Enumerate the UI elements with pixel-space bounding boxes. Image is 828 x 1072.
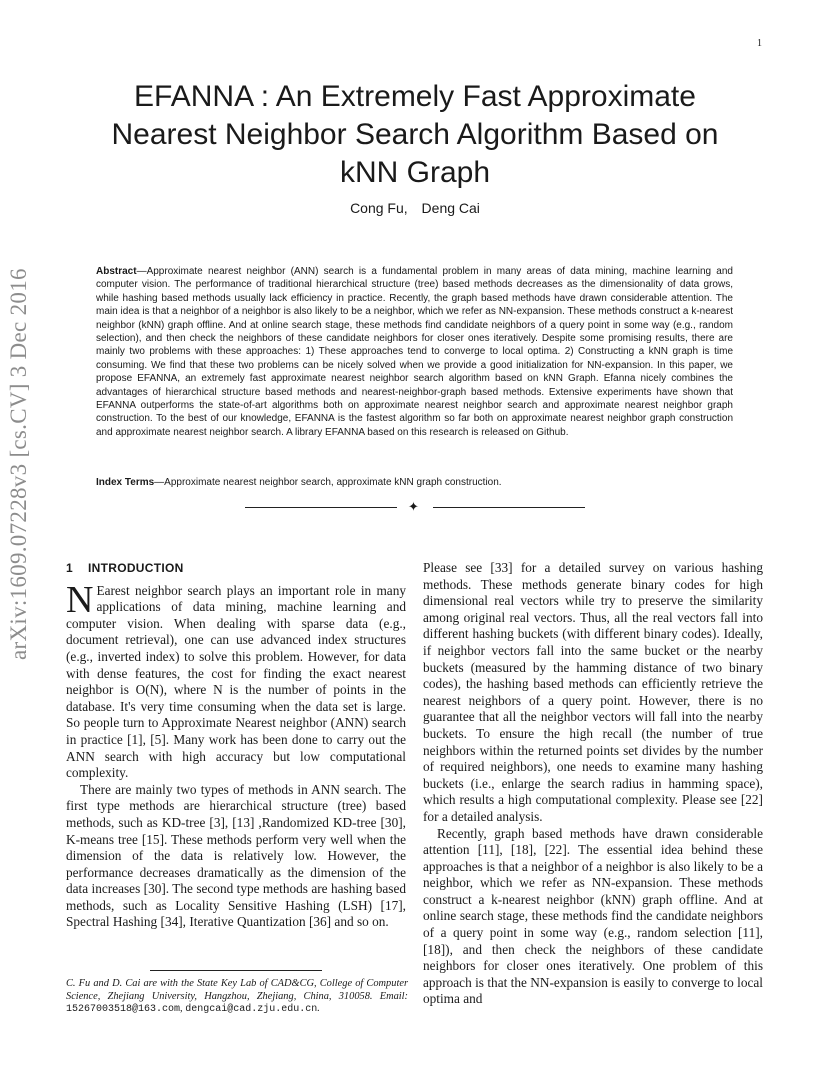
divider-line-left bbox=[245, 507, 397, 508]
abstract-text: —Approximate nearest neighbor (ANN) search is a fundamental problem in many areas of data mining, machine learning and computer vision. The performance of traditional hierarchical structure (tree) based methods decreases as the dimensionality of data grows, while hashing based methods usually lack efficiency in practice. Recently, the graph based methods have drawn considerable attention. The main idea is that a neighbor of a neighbor is also likely to be a neighbor, which we refer as NN-expansion. These methods construct a k-nearest neighbor (kNN) graph offline. And at online search stage, these methods find candidate neighbors of a query point in some way (e.g., random selection), and then check the neighbors of these candidate neighbors for closer ones iteratively. Despite some promising results, there are mainly two problems with these approaches: 1) These approaches tend to converge to local optima. 2) Constructing a kNN graph is time consuming. We find that these two problems can be nicely solved when we provide a good initialization for NN-expansion. In this paper, we propose EFANNA, an extremely fast approximate nearest neighbor search algorithm based on kNN Graph. Efanna nicely combines the advantages of hierarchical structure based methods and nearest-neighbor-graph based methods. Extensive experiments have shown that EFANNA outperforms the state-of-art algorithms both on approximate nearest neighbor search and approximate nearest neighbor graph construction. To the best of our knowledge, EFANNA is the fastest algorithm so far both on approximate nearest neighbor graph construction and approximate nearest neighbor search. A library EFANNA based on this research is released on Github. bbox=[96, 266, 733, 438]
index-terms bbox=[96, 476, 733, 489]
paragraph-text: Earest neighbor search plays an important role in many applications of data mining, machine learning and computer vision. When dealing with sparse data (e.g., document retrieval), one can use advanced index structures (e.g., inverted index) to solve this problem. However, for data with dense features, the cost for finding the exact nearest neighbor is O(N), where N is the number of points in the database. It's very time consuming when the data set is large. So people turn to Approximate Nearest neighbor (ANN) search in practice [1], [5]. Many work has been done to carry out the ANN search with high accuracy but low computational complexity. bbox=[66, 582, 406, 781]
footnote-email[interactable]: 15267003518@163.com bbox=[66, 1004, 181, 1015]
intro-paragraph-1 bbox=[66, 578, 406, 782]
title-line: EFANNA : An Extremely Fast Approximate bbox=[134, 80, 696, 113]
footnote bbox=[66, 978, 408, 1017]
author-name: Cong Fu, bbox=[350, 200, 408, 216]
arxiv-stamp: arXiv:1609.07228v3 [cs.CV] 3 Dec 2016 bbox=[6, 268, 31, 660]
footnote-separator: , bbox=[180, 1003, 183, 1014]
intro-paragraph-4: Recently, graph based methods have drawn considerable attention [11], [18], [22]. The essential idea behind these approaches is that a neighbor of a neighbor is also likely to be a neighbor, which we refer as NN-expansion. These methods construct a k-nearest neighbor (kNN) graph offline. And at online search stage, these methods find the candidate neighbors of a query point in some way (e.g., random selection [11], [18]), and then check the neighbors of these candidate neighbors for closer ones iteratively. One problem of this approach is that the NN-expansion is easily to converge to local optima and bbox=[423, 825, 763, 1007]
section-number: 1 bbox=[66, 561, 73, 575]
divider-line-right bbox=[433, 507, 585, 508]
index-terms-text: —Approximate nearest neighbor search, approximate kNN graph construction. bbox=[154, 477, 502, 488]
page-number: 1 bbox=[757, 38, 762, 49]
intro-paragraph-2: There are mainly two types of methods in ANN search. The first type methods are hierarchical structure (tree) based methods, such as KD-tree [3], [13] ,Randomized KD-tree [30], K-means tree [15]. These methods perform very well when the dimension of the data is relatively low. However, the performance decreases dramatically as the dimension of the data increases [30]. The second type methods are hashing based methods, such as Locality Sensitive Hashing (LSH) [17], Spectral Hashing [34], Iterative Quantization [36] and so on. bbox=[66, 781, 406, 930]
section-heading bbox=[66, 560, 406, 577]
footnote-email[interactable]: dengcai@cad.zju.edu.cn bbox=[185, 1004, 318, 1015]
abstract-label: Abstract bbox=[96, 266, 137, 277]
index-terms-label: Index Terms bbox=[96, 477, 155, 488]
footnote-end: . bbox=[317, 1003, 320, 1014]
title-line: kNN Graph bbox=[339, 156, 491, 189]
section-title: INTRODUCTION bbox=[88, 561, 184, 575]
authors bbox=[60, 200, 770, 216]
footnote-rule bbox=[150, 970, 322, 971]
dropcap-letter: N bbox=[66, 578, 94, 621]
title-line: Nearest Neighbor Search Algorithm Based on bbox=[111, 118, 719, 151]
intro-paragraph-3: Please see [33] for a detailed survey on various hashing methods. These methods generate binary codes for high dimensional real vectors while try to preserve the similarity among original real vectors. Thus, all the real vectors fall into different hashing buckets (with different binary codes). Ideally, if neighbor vectors fall into the same bucket or the nearby buckets (measured by the hamming distance of two binary codes), the hashing based methods can efficiently retrieve the nearest neighbors of a query point. However, there is no guarantee that all the neighbor vectors will fall into the nearby buckets. To ensure the high recall (the number of true neighbors within the returned points set divides by the number of required neighbors), one needs to examine many hashing buckets (i.e., enlarge the search radius in hamming space), which results a high computational complexity. Please see [22] for a detailed analysis. bbox=[423, 560, 763, 824]
abstract bbox=[96, 265, 733, 439]
footnote-text: C. Fu and D. Cai are with the State Key Lab of CAD&CG, College of Computer Science, Zhejiang University, Hangzhou, Zhejiang, China, 310058. Email: bbox=[66, 978, 408, 1002]
author-name: Deng Cai bbox=[421, 200, 480, 216]
right-column bbox=[423, 560, 763, 1008]
section-divider bbox=[245, 500, 585, 514]
divider-diamond-icon: ✦ bbox=[408, 499, 419, 514]
paper-title bbox=[60, 78, 770, 192]
left-column bbox=[66, 560, 406, 931]
